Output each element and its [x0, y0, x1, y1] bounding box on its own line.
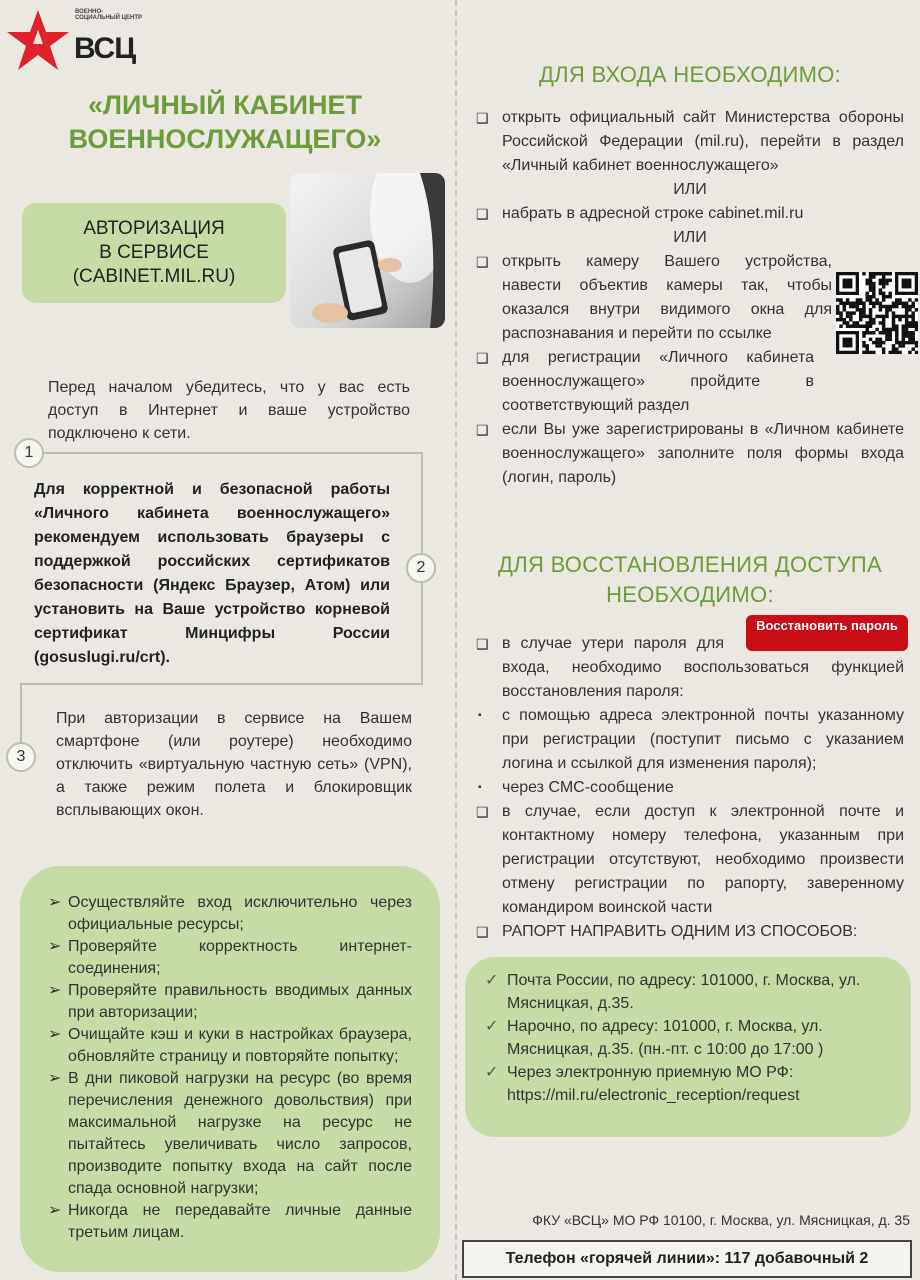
recovery-bullet: ▪ с помощью адреса электронной почты указанному при регистрации (поступит письмо с указанием логина и ссылкой для изменения пароля); [476, 704, 904, 776]
restore-password-button[interactable]: Восстановить пароль [746, 615, 908, 651]
logo-subtitle: ВОЕННО-СОЦИАЛЬНЫЙ ЦЕНТР [75, 9, 143, 21]
recovery-bullet: ▪ через СМС-сообщение [476, 776, 904, 800]
step-3-text: При авторизации в сервисе на Вашем смартфоне (или роутере) необходимо отключить «виртуальную частную сеть» (VPN), а также режим полета и блокировщик всплывающих окон. [56, 710, 412, 819]
or-label: ИЛИ [673, 181, 707, 198]
recovery-item: ❑ в случае, если доступ к электронной почте и контактному номеру телефона, указанным при регистрации отсутствуют, необходимо произвести отмену регистрации по рапорту, заверенному командиром воинской части [476, 800, 904, 920]
step-connector [20, 683, 22, 743]
hotline-box: Телефон «горячей линии»: 117 добавочный 2 [462, 1240, 912, 1278]
recovery-item: ❑ в случае утери пароля для входа, необходимо воспользоваться функцией восстановления пароля: [476, 632, 904, 704]
tip-item: ➢ Проверяйте корректность интернет-соединения; [48, 936, 412, 980]
report-method: ✓ Нарочно, по адресу: 101000, г. Москва, ул. Мясницкая, д.35. (пн.-пт. с 10:00 до 17:00 ) [481, 1015, 895, 1061]
step-2-text: Для корректной и безопасной работы «Личного кабинета военнослужащего» рекомендуем использовать браузеры с поддержкой российских сертификатов безопасности (Яндекс Браузер, Атом) или установить на Ваше устройство корневой сертификат Минцифры России (gosuslugi.ru/crt). [34, 481, 390, 666]
column-divider [455, 0, 457, 1280]
login-heading: ДЛЯ ВХОДА НЕОБХОДИМО: [538, 62, 842, 87]
recovery-heading: ДЛЯ ВОССТАНОВЛЕНИЯ ДОСТУПА НЕОБХОДИМО: [498, 552, 882, 607]
report-method: ✓ Почта России, по адресу: 101000, г. Москва, ул. Мясницкая, д.35. [481, 969, 895, 1015]
tip-item: ➢ Очищайте кэш и куки в настройках браузера, обновляйте страницу и повторяйте попытку; [48, 1024, 412, 1068]
login-item: ❑ если Вы уже зарегистрированы в «Личном кабинете военнослужащего» заполните поля формы входа (логин, пароль) [476, 418, 904, 490]
tip-item: ➢ В дни пиковой нагрузки на ресурс (во время перечисления денежного довольствия) при максимальной нагрузке на ресурс не пытайтесь увеличивать число запросов, производите попытку входа на сайт после спада основной нагрузки; [48, 1068, 412, 1200]
auth-box: АВТОРИЗАЦИЯ В СЕРВИСЕ (CABINET.MIL.RU) [22, 203, 286, 303]
or-label: ИЛИ [673, 229, 707, 246]
step-connector [20, 683, 423, 685]
logo-name: ВСЦ [74, 32, 136, 65]
step-1-badge: 1 [14, 438, 44, 468]
report-methods-box [465, 957, 911, 1137]
phone-photo [290, 173, 445, 328]
page-title: «ЛИЧНЫЙ КАБИНЕТ ВОЕННОСЛУЖАЩЕГО» [68, 90, 382, 154]
tip-item: ➢ Проверяйте правильность вводимых данных при авторизации; [48, 980, 412, 1024]
login-item: ❑ открыть камеру Вашего устройства, навести объектив камеры так, чтобы оказался внутри видимого окна для распознавания и перейти по ссылке [476, 250, 904, 346]
step-3-badge: 3 [6, 742, 36, 772]
login-item: ❑ открыть официальный сайт Министерства обороны Российской Федерации (mil.ru), перейти в раздел «Личный кабинет военнослужащего» [476, 106, 904, 178]
recovery-item: ❑ РАПОРТ НАПРАВИТЬ ОДНИМ ИЗ СПОСОБОВ: [476, 920, 904, 944]
intro-text: Перед началом убедитесь, что у вас есть доступ в Интернет и ваше устройство подключено к сети. [48, 379, 410, 442]
login-item: ❑ для регистрации «Личного кабинета военнослужащего» пройдите в соответствующий раздел [476, 346, 904, 418]
recovery-list [476, 632, 904, 944]
report-method[interactable]: ✓ Через электронную приемную МО РФ: https://mil.ru/electronic_reception/request [481, 1061, 895, 1107]
footer-address: ФКУ «ВСЦ» МО РФ 10100, г. Москва, ул. Мясницкая, д. 35 [532, 1212, 910, 1228]
tip-item: ➢ Никогда не передавайте личные данные третьим лицам. [48, 1200, 412, 1244]
login-item: ❑ набрать в адресной строке cabinet.mil.ru [476, 202, 904, 226]
qr-code-icon[interactable] [836, 272, 918, 359]
step-connector [44, 452, 422, 454]
step-2-badge: 2 [406, 553, 436, 583]
logo-star-icon [6, 8, 70, 77]
tips-box [20, 866, 440, 1272]
tip-item: ➢ Осуществляйте вход исключительно через официальные ресурсы; [48, 892, 412, 936]
